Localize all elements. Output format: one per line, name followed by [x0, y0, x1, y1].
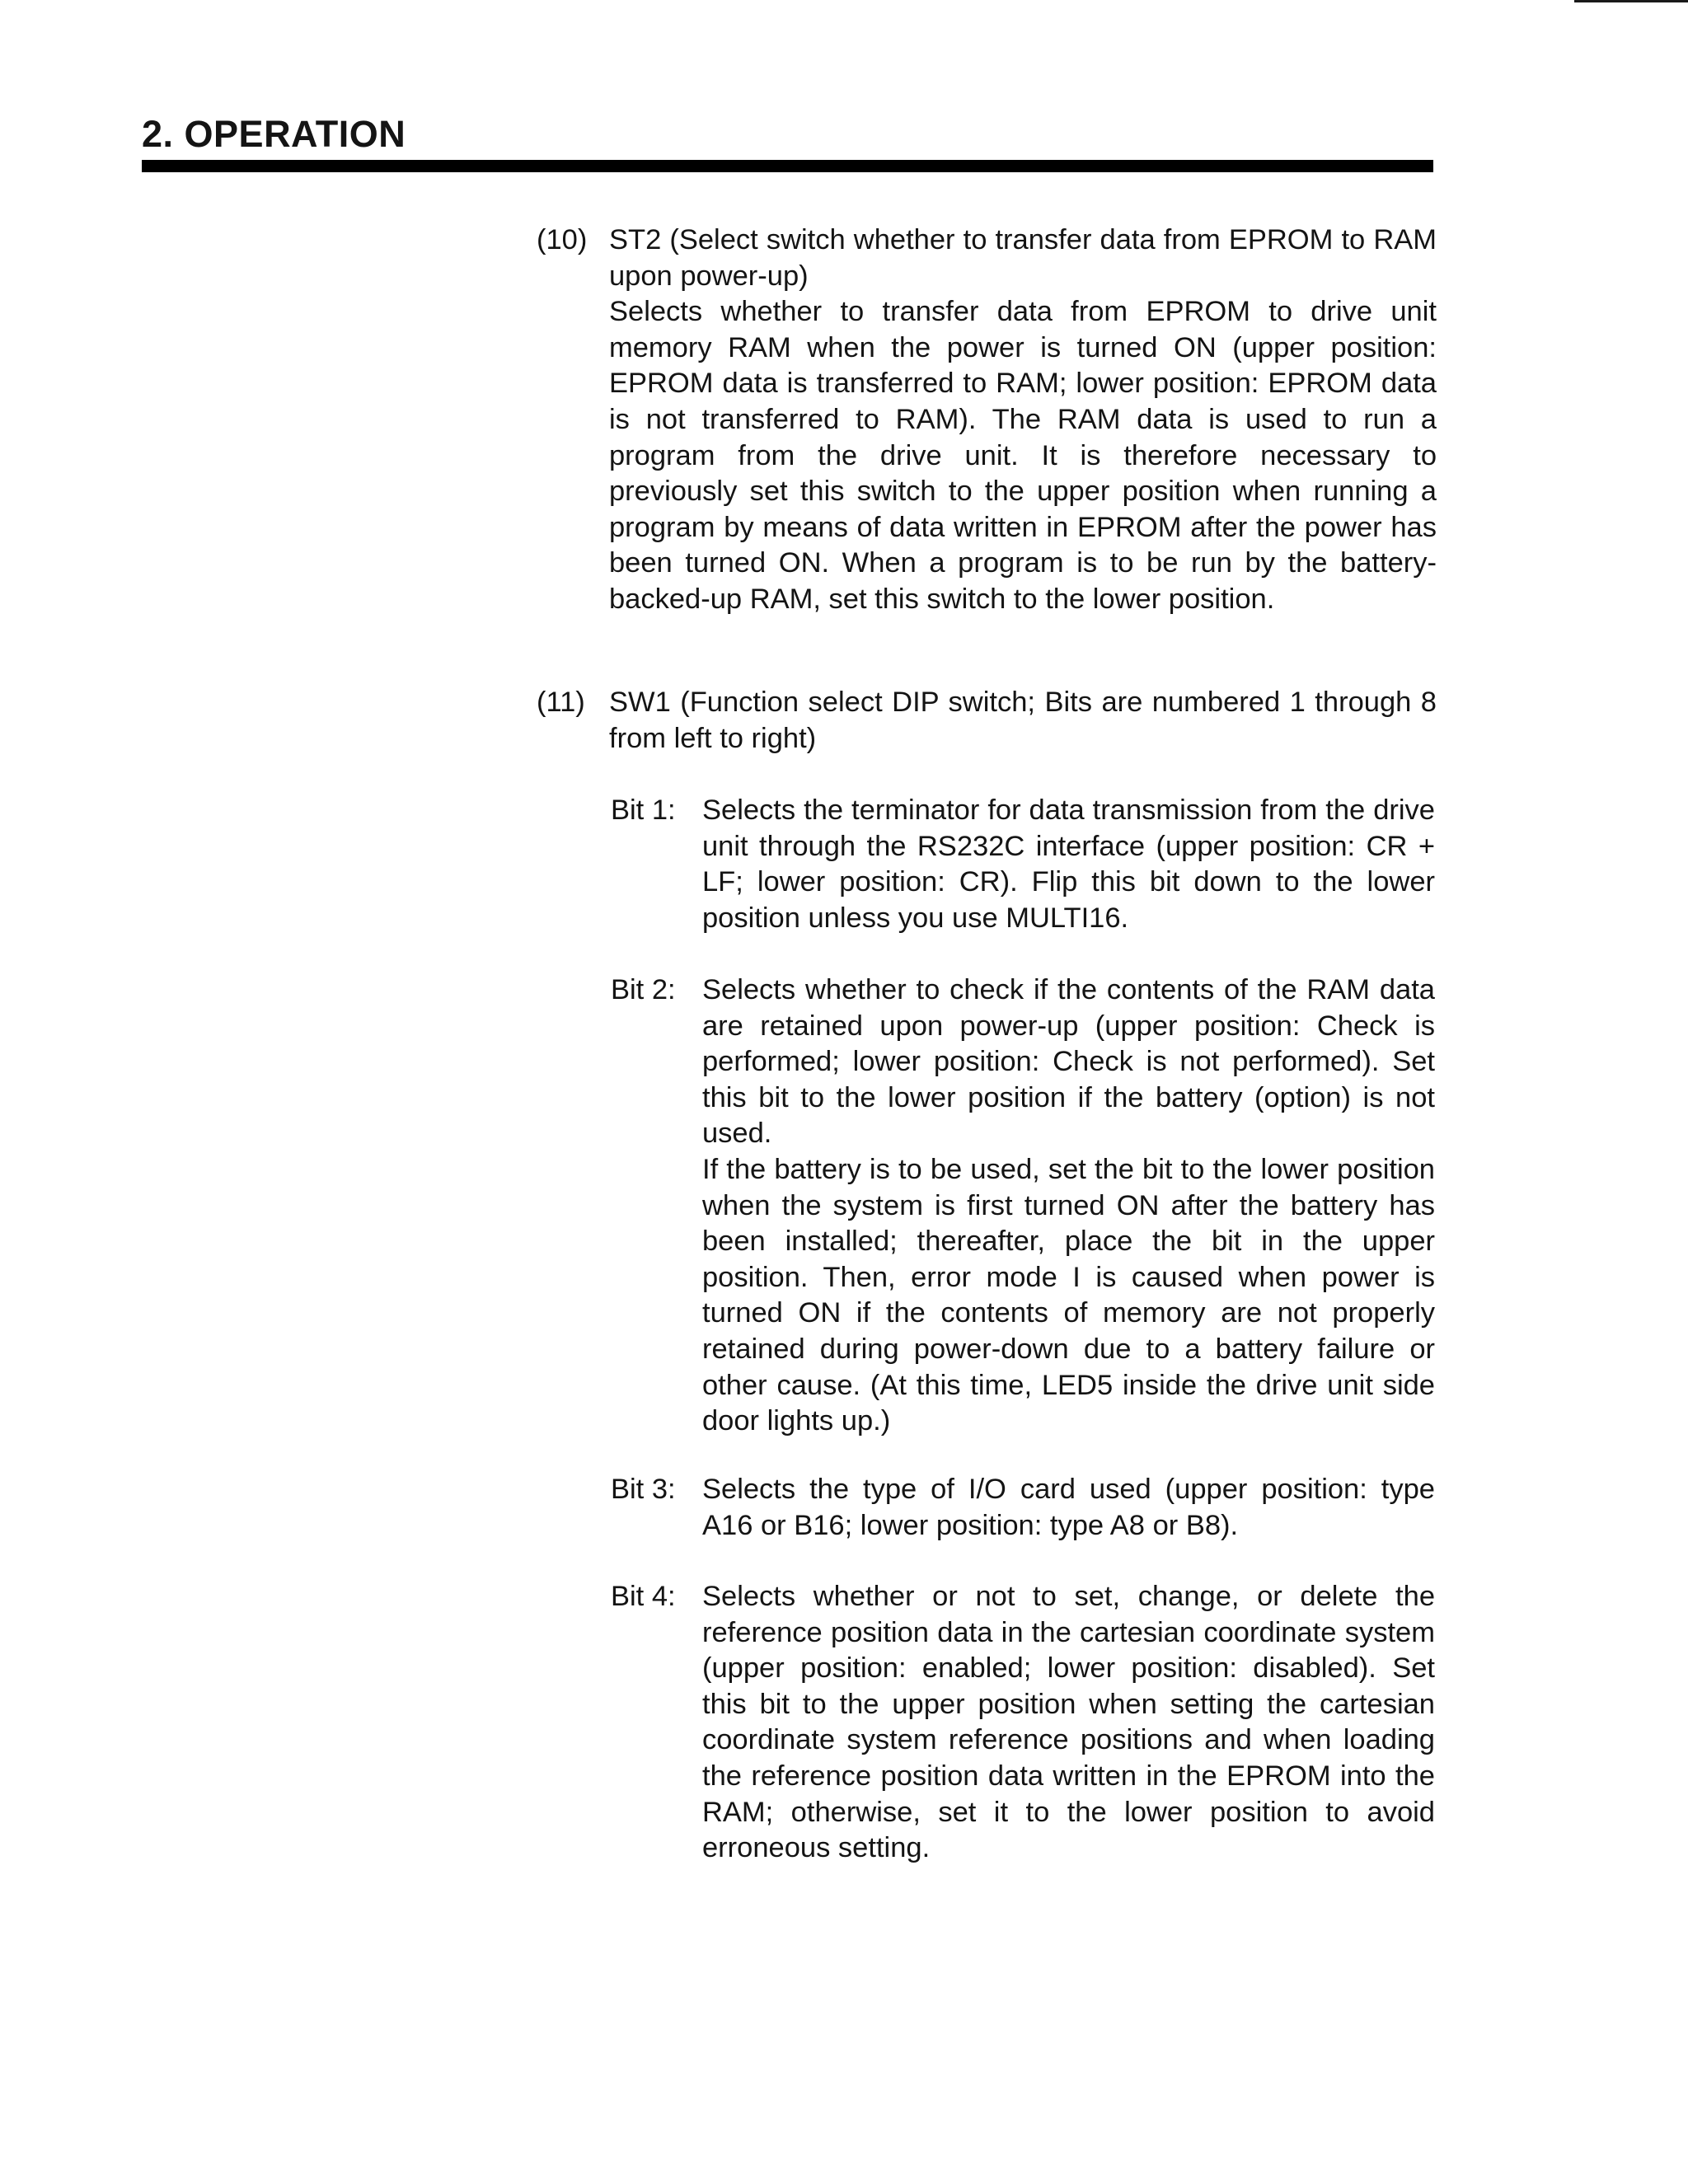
section-number: (11)	[537, 687, 585, 718]
bit-description	[702, 1579, 1435, 1867]
bit-paragraph: Selects whether or not to set, change, or delete the reference position data in the cartesian coordinate system (upper position: enabled; lower position: disabled). Set this bit to the upper position when setting the cartesian coordinate system reference positions and when loading the reference position data written in the EPROM into the RAM; otherwise, set it to the lower position to avoid erroneous setting.	[702, 1581, 1435, 1864]
section-10	[537, 223, 1437, 618]
bit-label: Bit 4:	[611, 1581, 676, 1612]
bit-description	[702, 972, 1435, 1440]
bit-label: Bit 3:	[611, 1474, 676, 1505]
section-body: Selects whether to transfer data from EPROM to drive unit memory RAM when the power is turned ON (upper position: EPROM data is transferred to RAM; lower position: EPROM data is not transferred to RAM). The RAM data is used to run a program from the drive unit. It is therefore necessary to previously set this switch to the upper position when running a program by means of data written in EPROM after the power has been turned ON. When a program is to be run by the battery-backed-up RAM, set this switch to the lower position.	[609, 296, 1437, 615]
bit-label: Bit 1:	[611, 794, 676, 826]
bit-paragraph: Selects the terminator for data transmission from the drive unit through the RS232C interface (upper position: CR + LF; lower position: CR). Flip this bit down to the lower position unless you use MULTI16.	[702, 794, 1435, 934]
title-rule	[142, 160, 1433, 172]
section-heading: SW1 (Function select DIP switch; Bits are numbered 1 through 8 from left to right)	[609, 687, 1437, 754]
bit-paragraph: Selects whether to check if the contents of the RAM data are retained upon power-up (upper position: Check is performed; lower position: Check is not performed). Set this bit to the lower position if the battery (option) is not used.	[702, 974, 1435, 1150]
bit-description	[702, 793, 1435, 936]
corner-scan-mark	[1574, 0, 1688, 2]
bit-label: Bit 2:	[611, 974, 676, 1005]
section-heading: ST2 (Select switch whether to transfer data from EPROM to RAM upon power-up)	[609, 224, 1437, 292]
bit-1-item	[611, 793, 1435, 936]
section-number: (10)	[537, 224, 588, 255]
bit-description	[702, 1472, 1435, 1544]
page-title: 2. OPERATION	[142, 113, 406, 155]
bit-paragraph: If the battery is to be used, set the bit to the lower position when the system is first turned ON after the battery has been installed; thereafter, place the bit in the upper position. Then, error mode I is caused when power is turned ON if the contents of memory are not properly retained during power-down due to a battery failure or other cause. (At this time, LED5 inside the drive unit side door lights up.)	[702, 1153, 1435, 1437]
bit-3-item	[611, 1472, 1435, 1544]
bit-2-item	[611, 972, 1435, 1440]
section-11	[537, 685, 1437, 757]
bit-paragraph: Selects the type of I/O card used (upper position: type A16 or B16; lower position: type A8 or B8).	[702, 1474, 1435, 1541]
bit-4-item	[611, 1579, 1435, 1867]
